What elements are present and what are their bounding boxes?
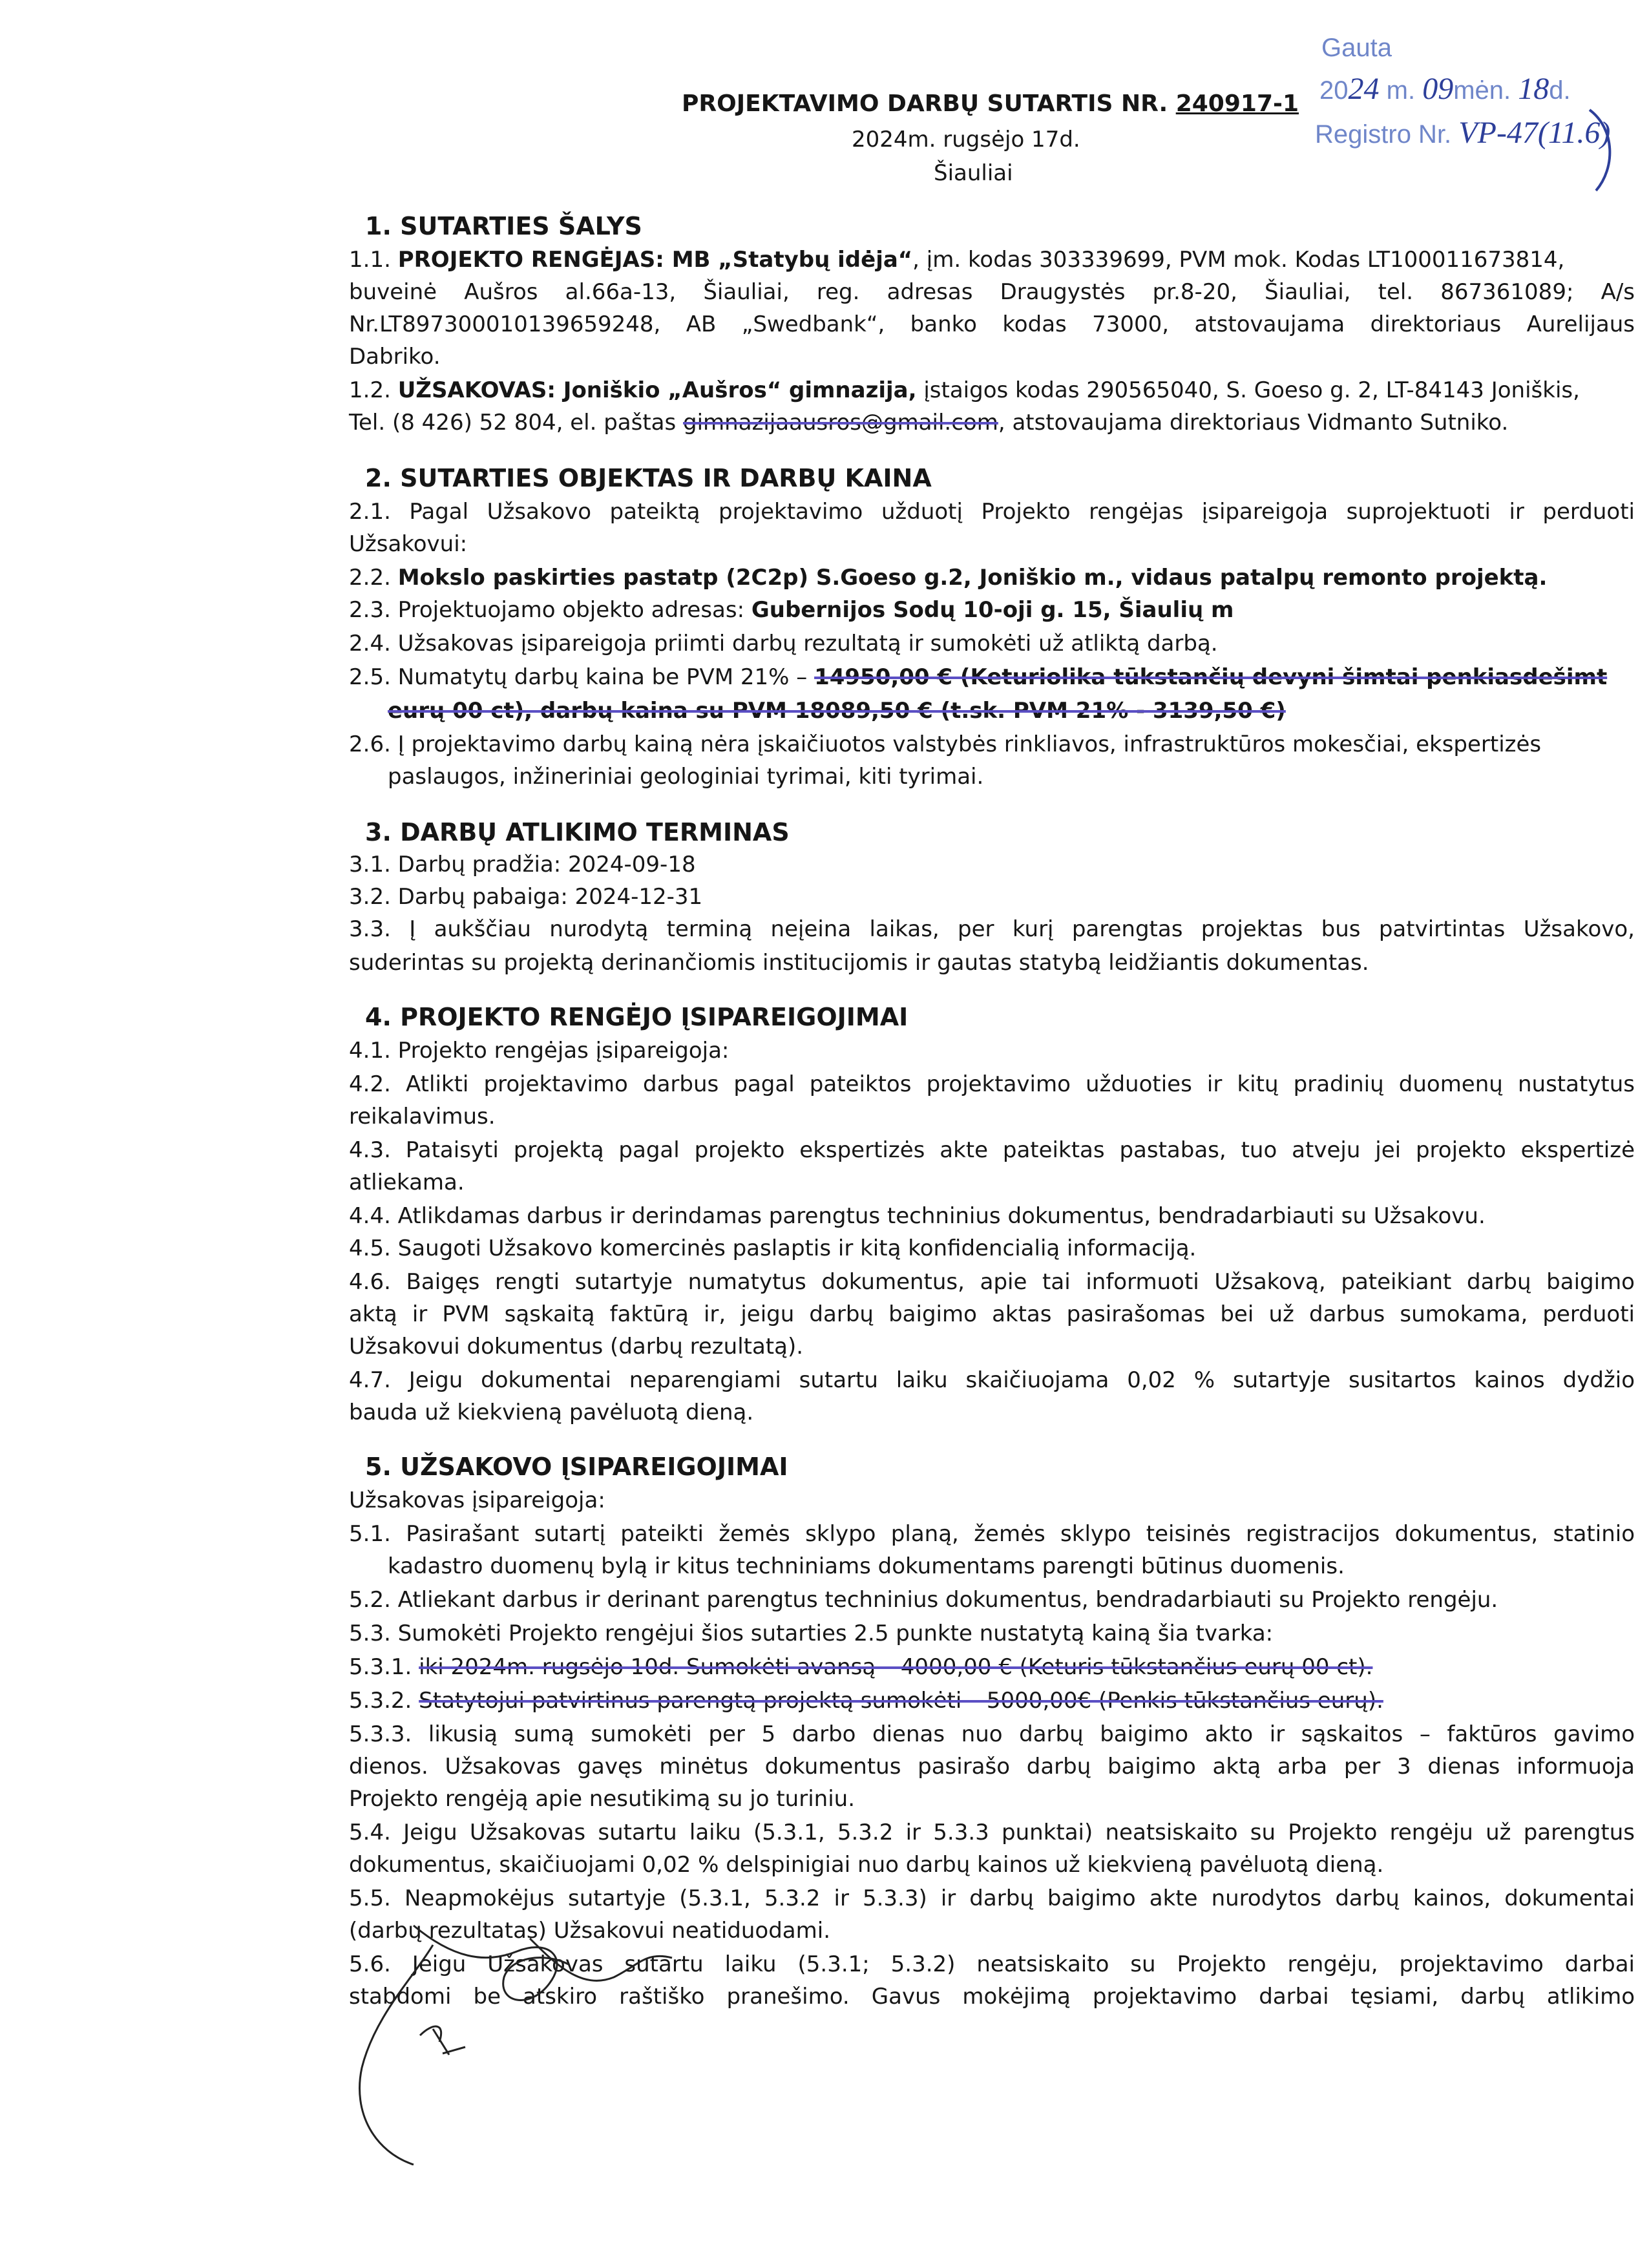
s2-price-label: 2.5. Numatytų darbų kaina be PVM 21% – (349, 664, 815, 690)
s4-line-4: 4.3. Pataisyti projektą pagal projekto ekspertizės akte pateiktas pastabas, tuo atveju jei projekto ekspertizė (349, 1137, 1635, 1163)
stamp-year-prefix: 20 (1319, 76, 1349, 105)
s1-phone-text: Tel. (8 426) 52 804, el. paštas (349, 410, 684, 436)
s1-line-4: Dabriko. (349, 344, 441, 370)
contract-number: 240917-1 (1175, 90, 1299, 117)
s2-line-5: 2.4. Užsakovas įsipareigoja priimti darbų rezultatą ir sumokėti už atliktą darbą. (349, 631, 1218, 656)
s1-item-number: 1.1. (349, 247, 398, 273)
s5-line-7 (349, 1688, 1383, 1714)
s2-line-8: 2.6. Į projektavimo darbų kainą nėra įskaičiuotos valstybės rinkliavos, infrastruktūros mokesčiai, ekspertizės (349, 731, 1542, 757)
s4-line-8: 4.6. Baigęs rengti sutartyje numatytus dokumentus, apie tai informuoti Užsakovą, pateikiant darbų baigimo (349, 1269, 1635, 1295)
s2-line-7: eurų 00 ct), darbų kaina su PVM 18089,50 € (t.sk. PVM 21% - 3139,50 €) (388, 698, 1286, 724)
s4-line-5: atliekama. (349, 1170, 465, 1195)
section-2-heading: 2. SUTARTIES OBJEKTAS IR DARBŲ KAINA (365, 464, 932, 492)
stamp-day-handwritten: 18 (1518, 72, 1549, 106)
document-city: Šiauliai (934, 160, 1013, 186)
s1-designer-codes: , įm. kodas 303339699, PVM mok. Kodas LT100011673814, (912, 247, 1565, 273)
s5-line-5: 5.3. Sumokėti Projekto rengėjui šios sutarties 2.5 punkte nustatytą kainą šia tvarka: (349, 1621, 1274, 1646)
stamp-date-line (1319, 71, 1571, 107)
document-title (682, 90, 1299, 117)
s5-second-payment: Statytojui patvirtinus parengtą projektą sumokėti – 5000,00€ (Penkis tūkstančius eurų). (419, 1688, 1383, 1714)
s2-line-9: paslaugos, inžineriniai geologiniai tyrimai, kiti tyrimai. (388, 764, 984, 790)
s2-line-1: 2.1. Pagal Užsakovo pateiktą projektavimo užduotį Projekto rengėjas įsipareigoja suprojektuoti ir perduoti (349, 499, 1635, 525)
s2-address-value: Gubernijos Sodų 10-oji g. 15, Šiaulių m (751, 597, 1234, 623)
s5-line-12: dokumentus, skaičiuojami 0,02 % delspinigiai nuo darbų kainos už kiekvieną pavėluotą dieną. (349, 1852, 1384, 1878)
stamp-registry-line (1315, 115, 1610, 151)
section-1-heading: 1. SUTARTIES ŠALYS (365, 212, 642, 240)
s5-line-3: kadastro duomenų bylą ir kitus techniniams dokumentams parengti būtinus duomenis. (388, 1553, 1345, 1579)
s4-line-3: reikalavimus. (349, 1104, 496, 1129)
stamp-registry-handwritten: VP-47(11.6) (1458, 116, 1611, 150)
stamp-month-handwritten: 09 (1422, 72, 1454, 106)
s5-line-4: 5.2. Atliekant darbus ir derinant parengtus techninius dokumentus, bendradarbiauti su Projekto rengėju. (349, 1587, 1498, 1613)
s4-line-12: bauda už kiekvieną pavėluotą dieną. (349, 1400, 754, 1425)
s4-line-2: 4.2. Atlikti projektavimo darbus pagal pateiktos projektavimo užduoties ir kitų pradinių duomenų nustatytus (349, 1071, 1635, 1097)
document-title-text: PROJEKTAVIMO DARBŲ SUTARTIS NR. (682, 90, 1168, 117)
s1-customer-codes: įstaigos kodas 290565040, S. Goeso g. 2, LT-84143 Joniškis, (916, 377, 1580, 403)
s2-line-2: Užsakovui: (349, 531, 468, 557)
s5-line-14: (darbų rezultatas) Užsakovui neatiduodami. (349, 1918, 830, 1944)
s5-line-8: 5.3.3. likusią sumą sumokėti per 5 darbo dienas nuo darbų baigimo akto ir sąskaitos – faktūros gavimo (349, 1721, 1635, 1747)
s4-line-6: 4.4. Atlikdamas darbus ir derindamas parengtus techninius dokumentus, bendradarbiauti su Užsakovu. (349, 1203, 1486, 1229)
s1-line-3: Nr.LT897300010139659248, AB „Swedbank“, banko kodas 73000, atstovaujama direktoriaus Aurelijaus (349, 311, 1635, 337)
s2-address-label: 2.3. Projektuojamo objekto adresas: (349, 597, 751, 623)
s5-item-531: 5.3.1. (349, 1654, 419, 1680)
s5-line-9: dienos. Užsakovas gavęs minėtus dokumentus pasirašo darbų baigimo aktą arba per 3 dienas informuoja (349, 1754, 1635, 1780)
s1-email-link: gimnazijaausros@gmail.com (683, 410, 998, 436)
document-date: 2024m. rugsėjo 17d. (852, 127, 1080, 152)
s5-line-13: 5.5. Neapmokėjus sutartyje (5.3.1, 5.3.2 ir 5.3.3) ir darbų baigimo akte nurodytos darbų kainos, dokumentai (349, 1885, 1635, 1911)
s4-line-7: 4.5. Saugoti Užsakovo komercinės paslaptis ir kitą konfidencialią informaciją. (349, 1235, 1197, 1261)
s1-designer-name: PROJEKTO RENGĖJAS: MB „Statybų idėja“ (397, 247, 913, 273)
s2-price-value: 14950,00 € (Keturiolika tūkstančių devyni šimtai penkiasdešimt (814, 664, 1608, 690)
stamp-d-label: d. (1549, 76, 1571, 105)
stamp-men-label: mėn. (1453, 76, 1511, 105)
handwritten-signature (336, 1900, 698, 2184)
s1-representative: , atstovaujama direktoriaus Vidmanto Sutniko. (998, 410, 1509, 436)
s5-advance-payment: iki 2024m. rugsėjo 10d. Sumokėti avansą – 4000,00 € (Keturis tūkstančius eurų 00 ct). (419, 1654, 1373, 1680)
s5-line-1: Užsakovas įsipareigoja: (349, 1487, 605, 1513)
s5-line-2: 5.1. Pasirašant sutartį pateikti žemės sklypo planą, žemės sklypo teisinės registracijos dokumentus, statinio (349, 1521, 1635, 1547)
s2-item-number: 2.2. (349, 565, 398, 591)
s1-line-1 (349, 247, 1564, 273)
s5-line-16: stabdomi be atskiro raštiško pranešimo. Gavus mokėjimą projektavimo darbai tęsiami, darbų atlikimo (349, 1984, 1635, 2010)
s2-line-4 (349, 597, 1234, 623)
s1-line-5 (349, 377, 1580, 403)
stamp-year-handwritten: 24 (1348, 72, 1380, 106)
section-3-heading: 3. DARBŲ ATLIKIMO TERMINAS (365, 818, 790, 846)
s1-customer-name: UŽSAKOVAS: Joniškio „Aušros“ gimnazija, (397, 377, 917, 403)
s5-item-532: 5.3.2. (349, 1688, 419, 1714)
s5-line-15: 5.6. Jeigu Užsakovas sutartu laiku (5.3.1; 5.3.2) neatsiskaito su Projekto rengėju, projektavimo darbai (349, 1951, 1635, 1977)
s2-line-3 (349, 565, 1547, 591)
s2-project-name: Mokslo paskirties pastatp (2C2p) S.Goeso g.2, Joniškio m., vidaus patalpų remonto projektą (397, 565, 1539, 591)
s4-line-10: Užsakovui dokumentus (darbų rezultatą). (349, 1334, 804, 1360)
s2-line-6 (349, 664, 1607, 690)
s3-line-4: suderintas su projektą derinančiomis institucijomis ir gautas statybą leidžiantis dokumentas. (349, 950, 1369, 976)
stamp-m-label: m. (1386, 76, 1416, 105)
s2-project-dot: . (1539, 565, 1548, 591)
stamp-received-label: Gauta (1321, 34, 1392, 62)
s1-line-2: buveinė Aušros al.66a-13, Šiauliai, reg. adresas Draugystės pr.8-20, Šiauliai, tel. 867361089; A/s (349, 279, 1635, 305)
s5-line-10: Projekto rengėją apie nesutikimą su jo turiniu. (349, 1786, 855, 1812)
s4-line-1: 4.1. Projekto rengėjas įsipareigoja: (349, 1038, 730, 1064)
s4-line-11: 4.7. Jeigu dokumentai neparengiami sutartu laiku skaičiuojama 0,02 % sutartyje susitartos kainos dydžio (349, 1367, 1635, 1393)
section-5-heading: 5. UŽSAKOVO ĮSIPAREIGOJIMAI (365, 1453, 788, 1481)
s5-line-11: 5.4. Jeigu Užsakovas sutartu laiku (5.3.1, 5.3.2 ir 5.3.3 punktai) neatsiskaito su Projekto rengėju už parengtus (349, 1820, 1635, 1845)
stamp-registry-label: Registro Nr. (1315, 120, 1452, 149)
s5-line-6 (349, 1654, 1372, 1680)
s3-line-1: 3.1. Darbų pradžia: 2024-09-18 (349, 852, 696, 877)
s1-line-6 (349, 410, 1508, 436)
s3-line-2: 3.2. Darbų pabaiga: 2024-12-31 (349, 884, 703, 910)
s1-item-number-2: 1.2. (349, 377, 398, 403)
s4-line-9: aktą ir PVM sąskaitą faktūrą ir, jeigu darbų baigimo aktas pasirašomas bei už darbus sumokama, perduoti (349, 1301, 1635, 1327)
stamp-bracket-mark (1577, 103, 1628, 194)
section-4-heading: 4. PROJEKTO RENGĖJO ĮSIPAREIGOJIMAI (365, 1003, 909, 1031)
s3-line-3: 3.3. Į aukščiau nurodytą terminą neįeina laikas, per kurį parengtas projektas bus patvirtintas Užsakovo, (349, 916, 1635, 942)
